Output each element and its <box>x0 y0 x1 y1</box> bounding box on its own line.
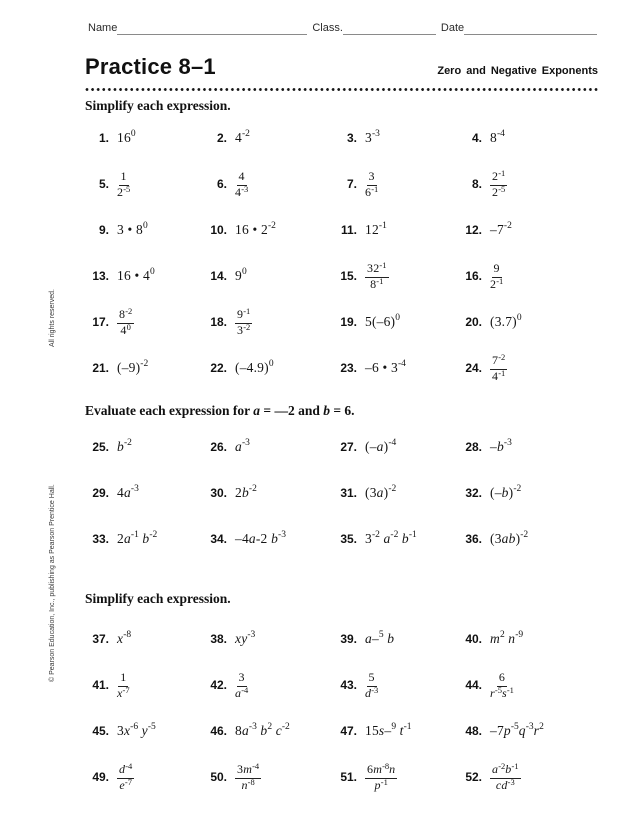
problem-number: 22. <box>210 361 227 375</box>
problem-number: 7. <box>346 177 357 191</box>
problem-expression: $2b^{-2}$ <box>235 484 257 500</box>
problem-row <box>85 424 600 470</box>
section-heading: Simplify each expression. <box>85 98 231 113</box>
problem-number: 1. <box>98 131 109 145</box>
problem-item <box>203 485 333 501</box>
problem-expression: 15s–$^9$ $t^{-1}$ <box>365 722 412 738</box>
problem-item <box>85 485 203 501</box>
problem-row <box>85 345 600 391</box>
problem-number: 24. <box>465 361 482 375</box>
problem-number: 34. <box>210 532 227 546</box>
problem-expression: $4a^{-3}$ <box>117 484 139 500</box>
problem-row <box>85 516 600 562</box>
problem-item <box>203 268 333 284</box>
page-subtitle: Zero and Negative Exponents <box>437 65 598 77</box>
problem-expression: $3^{-3}$ <box>365 129 380 145</box>
problem-number: 46. <box>210 724 227 738</box>
class-label: Class. <box>312 22 343 34</box>
problem-number: 40. <box>465 632 482 646</box>
problem-number: 39. <box>340 632 357 646</box>
problem-item <box>203 669 333 701</box>
date-writein-line <box>464 22 597 35</box>
problem-number: 2. <box>216 131 227 145</box>
problem-item <box>203 168 333 200</box>
problem-item <box>85 669 203 701</box>
section-heading: Evaluate each expression for a = —2 and b = 6. <box>85 403 355 418</box>
problem-item <box>85 439 203 455</box>
problem-number: 37. <box>92 632 109 646</box>
problem-expression: $9^0$ <box>235 267 247 283</box>
problem-item <box>85 168 203 200</box>
problem-number: 48. <box>465 724 482 738</box>
problem-expression: $\frac{4}{4^{-3}}$ <box>235 169 249 199</box>
problem-item <box>85 222 203 238</box>
problem-item <box>203 130 333 146</box>
problem-item <box>333 531 458 547</box>
name-label: Name <box>88 22 118 34</box>
problem-item <box>458 761 600 793</box>
problem-item <box>333 260 458 292</box>
problem-expression: $\frac{9^{-1}}{3^{-2}}$ <box>237 306 251 337</box>
problem-expression: $\frac{8^{-2}}{4^0}$ <box>119 306 133 337</box>
problem-item <box>333 761 458 793</box>
problem-expression: 16 • $4^0$ <box>117 267 155 283</box>
problem-item <box>333 222 458 238</box>
problem-expression: $12^{-1}$ <box>365 221 387 237</box>
problem-number: 21. <box>92 361 109 375</box>
problem-number: 18. <box>210 315 227 329</box>
problem-expression: $3^{-2}$ $a^{-2}$ $b^{-1}$ <box>365 530 417 546</box>
problem-expression: $(3ab)^{-2}$ <box>490 530 529 546</box>
problem-expression: $\frac{3}{a^{-4}}$ <box>235 670 249 700</box>
problem-number: 10. <box>210 223 227 237</box>
problem-number: 47. <box>340 724 357 738</box>
problem-number: 51. <box>340 770 357 784</box>
problem-expression: $a^{-3}$ <box>235 438 250 454</box>
problem-row <box>85 616 600 662</box>
problem-row <box>85 299 600 345</box>
problem-row <box>85 161 600 207</box>
problem-number: 38. <box>210 632 227 646</box>
problem-expression: $8^{-4}$ <box>490 129 505 145</box>
problem-number: 45. <box>92 724 109 738</box>
problem-row <box>85 253 600 299</box>
problem-item <box>458 485 600 501</box>
problem-row <box>85 207 600 253</box>
copyright-text: © Pearson Education, Inc., publishing as Pearson Prentice Hall. <box>49 484 56 682</box>
problem-number: 41. <box>92 678 109 692</box>
problem-number: 4. <box>471 131 482 145</box>
problem-number: 5. <box>98 177 109 191</box>
problem-item <box>458 723 600 739</box>
problem-item <box>85 268 203 284</box>
problem-expression: $-b^{-3}$ <box>490 438 512 454</box>
problem-number: 20. <box>465 315 482 329</box>
problem-item <box>333 360 458 376</box>
problem-number: 33. <box>92 532 109 546</box>
problem-number: 14. <box>210 269 227 283</box>
problem-number: 15. <box>340 269 357 283</box>
problem-number: 31. <box>340 486 357 500</box>
problem-expression: a–$^5$ b <box>365 630 395 646</box>
problem-item <box>333 485 458 501</box>
problem-row <box>85 470 600 516</box>
problem-number: 28. <box>465 440 482 454</box>
problem-number: 35. <box>340 532 357 546</box>
problem-item <box>85 723 203 739</box>
problem-number: 12. <box>465 223 482 237</box>
problem-expression: $-7p^{-5}q^{-3}r^2$ <box>490 722 544 738</box>
problem-expression: $(3a)^{-2}$ <box>365 484 397 500</box>
problem-number: 3. <box>346 131 357 145</box>
problem-number: 8. <box>471 177 482 191</box>
problem-number: 27. <box>340 440 357 454</box>
problem-item <box>85 761 203 793</box>
problem-expression: $16^0$ <box>117 129 136 145</box>
dotted-divider <box>85 87 600 93</box>
problem-expression: $(3.7)^0$ <box>490 313 522 329</box>
page-title: Practice 8–1 <box>85 54 216 79</box>
problem-expression: $\frac{32^{-1}}{8^{-1}}$ <box>367 260 387 291</box>
problem-number: 6. <box>216 177 227 191</box>
problem-number: 9. <box>98 223 109 237</box>
problem-number: 25. <box>92 440 109 454</box>
problem-item <box>333 439 458 455</box>
problem-expression: $\frac{3}{6^{-1}}$ <box>365 169 379 199</box>
problem-expression: $4^{-2}$ <box>235 129 250 145</box>
problem-number: 29. <box>92 486 109 500</box>
problem-expression: $\frac{7^{-2}}{4^{-1}}$ <box>492 352 506 383</box>
problem-number: 44. <box>465 678 482 692</box>
date-label: Date <box>440 22 465 34</box>
problem-item <box>203 631 333 647</box>
problem-item <box>458 168 600 200</box>
problem-expression: 16 • $2^{-2}$ <box>235 221 276 237</box>
problem-expression: $b^{-2}$ <box>117 438 132 454</box>
problem-expression: $\frac{d^{-4}}{e^{-7}}$ <box>119 761 133 792</box>
problem-expression: –4a-2 $b^{-3}$ <box>235 530 286 546</box>
problem-expression: $xy^{-3}$ <box>235 630 256 646</box>
problem-item <box>85 531 203 547</box>
problem-row <box>85 708 600 754</box>
problem-expression: 3 • $8^0$ <box>117 221 148 237</box>
problem-number: 30. <box>210 486 227 500</box>
problem-item <box>203 306 333 338</box>
problem-row <box>85 115 600 161</box>
problem-item <box>458 222 600 238</box>
problem-item <box>85 631 203 647</box>
section-heading: Simplify each expression. <box>85 591 231 606</box>
problem-item <box>333 723 458 739</box>
problem-expression: $5(-6)^0$ <box>365 313 400 329</box>
problem-number: 32. <box>465 486 482 500</box>
problem-row <box>85 662 600 708</box>
problem-expression: $\frac{3m^{-4}}{n^{-8}}$ <box>237 761 260 792</box>
problem-item <box>85 306 203 338</box>
problem-expression: $3x^{-6}$ $y^{-5}$ <box>117 722 156 738</box>
problem-number: 16. <box>465 269 482 283</box>
problem-expression: $\frac{5}{d^{-3}}$ <box>365 670 379 700</box>
problem-expression: $(-9)^{-2}$ <box>117 359 149 375</box>
title-row <box>85 54 598 80</box>
problem-expression: $m^2$ $n^{-9}$ <box>490 630 524 646</box>
problem-item <box>203 439 333 455</box>
problem-number: 42. <box>210 678 227 692</box>
name-class-date-line <box>88 22 597 35</box>
problem-expression: $\frac{9}{2^{-1}}$ <box>490 261 504 291</box>
problem-item <box>203 222 333 238</box>
problem-item <box>458 439 600 455</box>
problem-expression: –6 • $3^{-4}$ <box>365 359 406 375</box>
name-writein-line <box>117 22 307 35</box>
problem-item <box>85 360 203 376</box>
problem-number: 11. <box>340 223 357 237</box>
problem-number: 36. <box>465 532 482 546</box>
problem-expression: $\frac{6m^{-8}n}{p^{-1}}$ <box>367 761 396 792</box>
problem-item <box>458 352 600 384</box>
problem-expression: $\frac{2^{-1}}{2^{-5}}$ <box>492 168 506 199</box>
problem-expression: $\frac{6}{r^{-5}s^{-1}}$ <box>490 670 514 700</box>
problem-number: 50. <box>210 770 227 784</box>
problem-number: 49. <box>92 770 109 784</box>
problem-item <box>458 669 600 701</box>
problem-expression: $\frac{1}{x^{-7}}$ <box>117 670 130 700</box>
problem-expression: $x^{-8}$ <box>117 630 132 646</box>
problem-expression: $\frac{a^{-2}b^{-1}}{cd^{-3}}$ <box>492 761 519 792</box>
problem-item <box>203 360 333 376</box>
problem-item <box>333 130 458 146</box>
problem-item <box>203 531 333 547</box>
problem-expression: $-7^{-2}$ <box>490 221 512 237</box>
problem-expression: $8a^{-3}$ $b^2$ $c^{-2}$ <box>235 722 290 738</box>
problem-number: 19. <box>340 315 357 329</box>
problem-item <box>458 631 600 647</box>
problem-expression: $\frac{1}{2^{-5}}$ <box>117 169 131 199</box>
problem-number: 23. <box>340 361 357 375</box>
problem-item <box>333 168 458 200</box>
problem-row <box>85 754 600 800</box>
problem-item <box>458 260 600 292</box>
problem-expression: $2a^{-1}$ $b^{-2}$ <box>117 530 158 546</box>
worksheet-body <box>85 97 600 800</box>
problem-number: 13. <box>92 269 109 283</box>
problem-item <box>333 631 458 647</box>
problem-item <box>203 723 333 739</box>
problem-number: 52. <box>465 770 482 784</box>
problem-expression: $(-b)^{-2}$ <box>490 484 522 500</box>
problem-item <box>458 130 600 146</box>
problem-item <box>458 531 600 547</box>
problem-item <box>203 761 333 793</box>
problem-item <box>333 669 458 701</box>
problem-item <box>333 314 458 330</box>
problem-number: 26. <box>210 440 227 454</box>
problem-item <box>85 130 203 146</box>
problem-expression: $(-4.9)^0$ <box>235 359 274 375</box>
rights-reserved-text: All rights reserved. <box>49 289 56 347</box>
class-writein-line <box>343 22 436 35</box>
problem-item <box>458 314 600 330</box>
problem-expression: $(-a)^{-4}$ <box>365 438 397 454</box>
problem-number: 17. <box>92 315 109 329</box>
problem-number: 43. <box>340 678 357 692</box>
